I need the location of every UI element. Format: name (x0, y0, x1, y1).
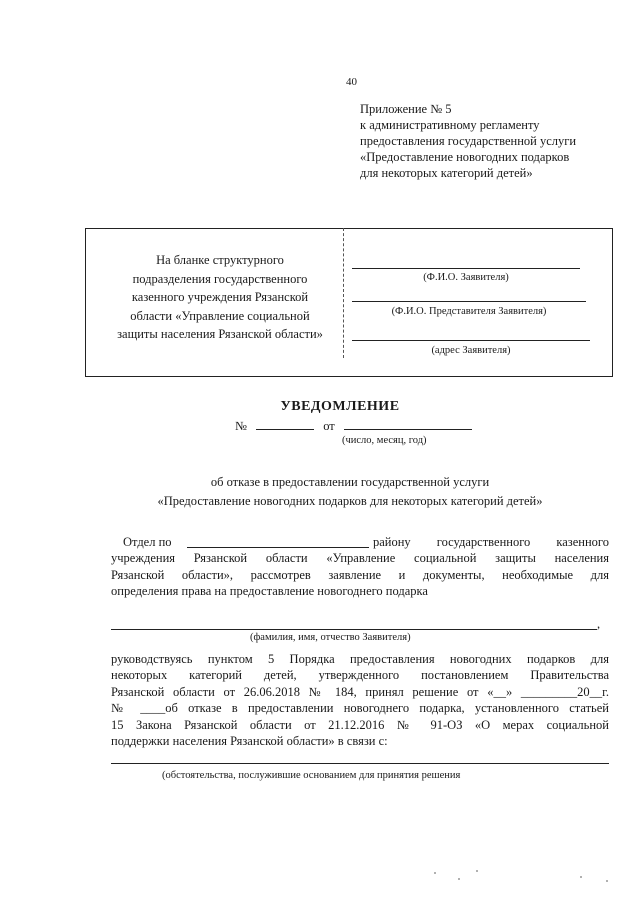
date-blank (344, 418, 472, 430)
paragraph-line: поддержки населения Рязанской области» в связи с: (111, 734, 388, 749)
subject-line: «Предоставление новогодних подарков для некоторых категорий детей» (157, 494, 543, 508)
district-blank (187, 536, 369, 548)
scan-speck (434, 872, 436, 874)
paragraph-line: № ____об отказе в предоставлении новогоднего подарка, установленного статьей (111, 701, 609, 716)
letterhead-text (100, 251, 340, 344)
applicant-fio-label: (Ф.И.О. Заявителя) (423, 272, 509, 283)
page-number: 40 (346, 76, 357, 88)
appendix-line: предоставления государственной услуги (360, 134, 577, 148)
from-label: от (323, 419, 335, 433)
circumstances-fill-line (111, 763, 609, 764)
paragraph-line: Рязанской области от 26.06.2018 № 184, принял решение от «__» _________20__г. (111, 684, 609, 699)
appendix-header (360, 101, 630, 181)
paragraph-line: Рязанской области», рассмотрев заявление и документы, необходимые для (111, 567, 609, 582)
letterhead-line: области «Управление социальной (130, 308, 310, 323)
paragraph-line: некоторых категорий детей, утвержденного постановлением Правительства (111, 668, 609, 683)
letterhead-line: подразделения государственного (132, 271, 308, 286)
representative-fio-line (352, 301, 586, 302)
document-subject (80, 473, 620, 511)
paragraph-decision (111, 651, 609, 749)
date-hint: (число, месяц, год) (342, 435, 427, 446)
appendix-line: «Предоставление новогодних подарков (360, 150, 570, 164)
paragraph-department (111, 534, 609, 600)
paragraph-line: руководствуясь пунктом 5 Порядка предоставления новогодних подарков для (111, 652, 609, 666)
scan-speck (458, 878, 460, 880)
appendix-line: для некоторых категорий детей» (360, 166, 533, 180)
applicant-address-label: (адрес Заявителя) (431, 345, 511, 356)
representative-fio-label: (Ф.И.О. Представителя Заявителя) (391, 306, 547, 317)
fio-comma: , (597, 617, 601, 631)
applicant-address-line (352, 340, 590, 341)
number-blank (256, 418, 314, 430)
paragraph-line: району государственного казенного (373, 535, 609, 549)
department-label: Отдел по (123, 535, 172, 549)
header-box-divider (343, 228, 345, 358)
number-date-row (235, 418, 475, 434)
subject-line: об отказе в предоставлении государственной услуги (210, 475, 490, 489)
appendix-line: Приложение № 5 (360, 102, 452, 116)
paragraph-first-line (111, 534, 609, 550)
appendix-line: к административному регламенту (360, 118, 540, 132)
applicant-fio-hint: (фамилия, имя, отчество Заявителя) (250, 632, 411, 643)
paragraph-line: 15 Закона Рязанской области от 21.12.2016 № 91-ОЗ «О мерах социальной (111, 717, 609, 732)
letterhead-line: защиты населения Рязанской области» (117, 327, 323, 341)
number-label: № (235, 419, 247, 433)
letterhead-line: казенного учреждения Рязанской (131, 290, 309, 304)
paragraph-line: определения права на предоставление новогоднего подарка (111, 584, 428, 599)
scan-speck (476, 870, 478, 872)
letterhead-line: На бланке структурного (156, 253, 284, 267)
paragraph-line: учреждения Рязанской области «Управление социальной защиты населения (111, 551, 609, 566)
document-title: УВЕДОМЛЕНИЕ (280, 399, 400, 414)
applicant-fio-fill-line (111, 629, 597, 630)
scan-speck (606, 880, 608, 882)
scan-speck (580, 876, 582, 878)
circumstances-hint: (обстоятельства, послужившие основанием для принятия решения (162, 770, 461, 781)
applicant-fio-line (352, 268, 580, 269)
